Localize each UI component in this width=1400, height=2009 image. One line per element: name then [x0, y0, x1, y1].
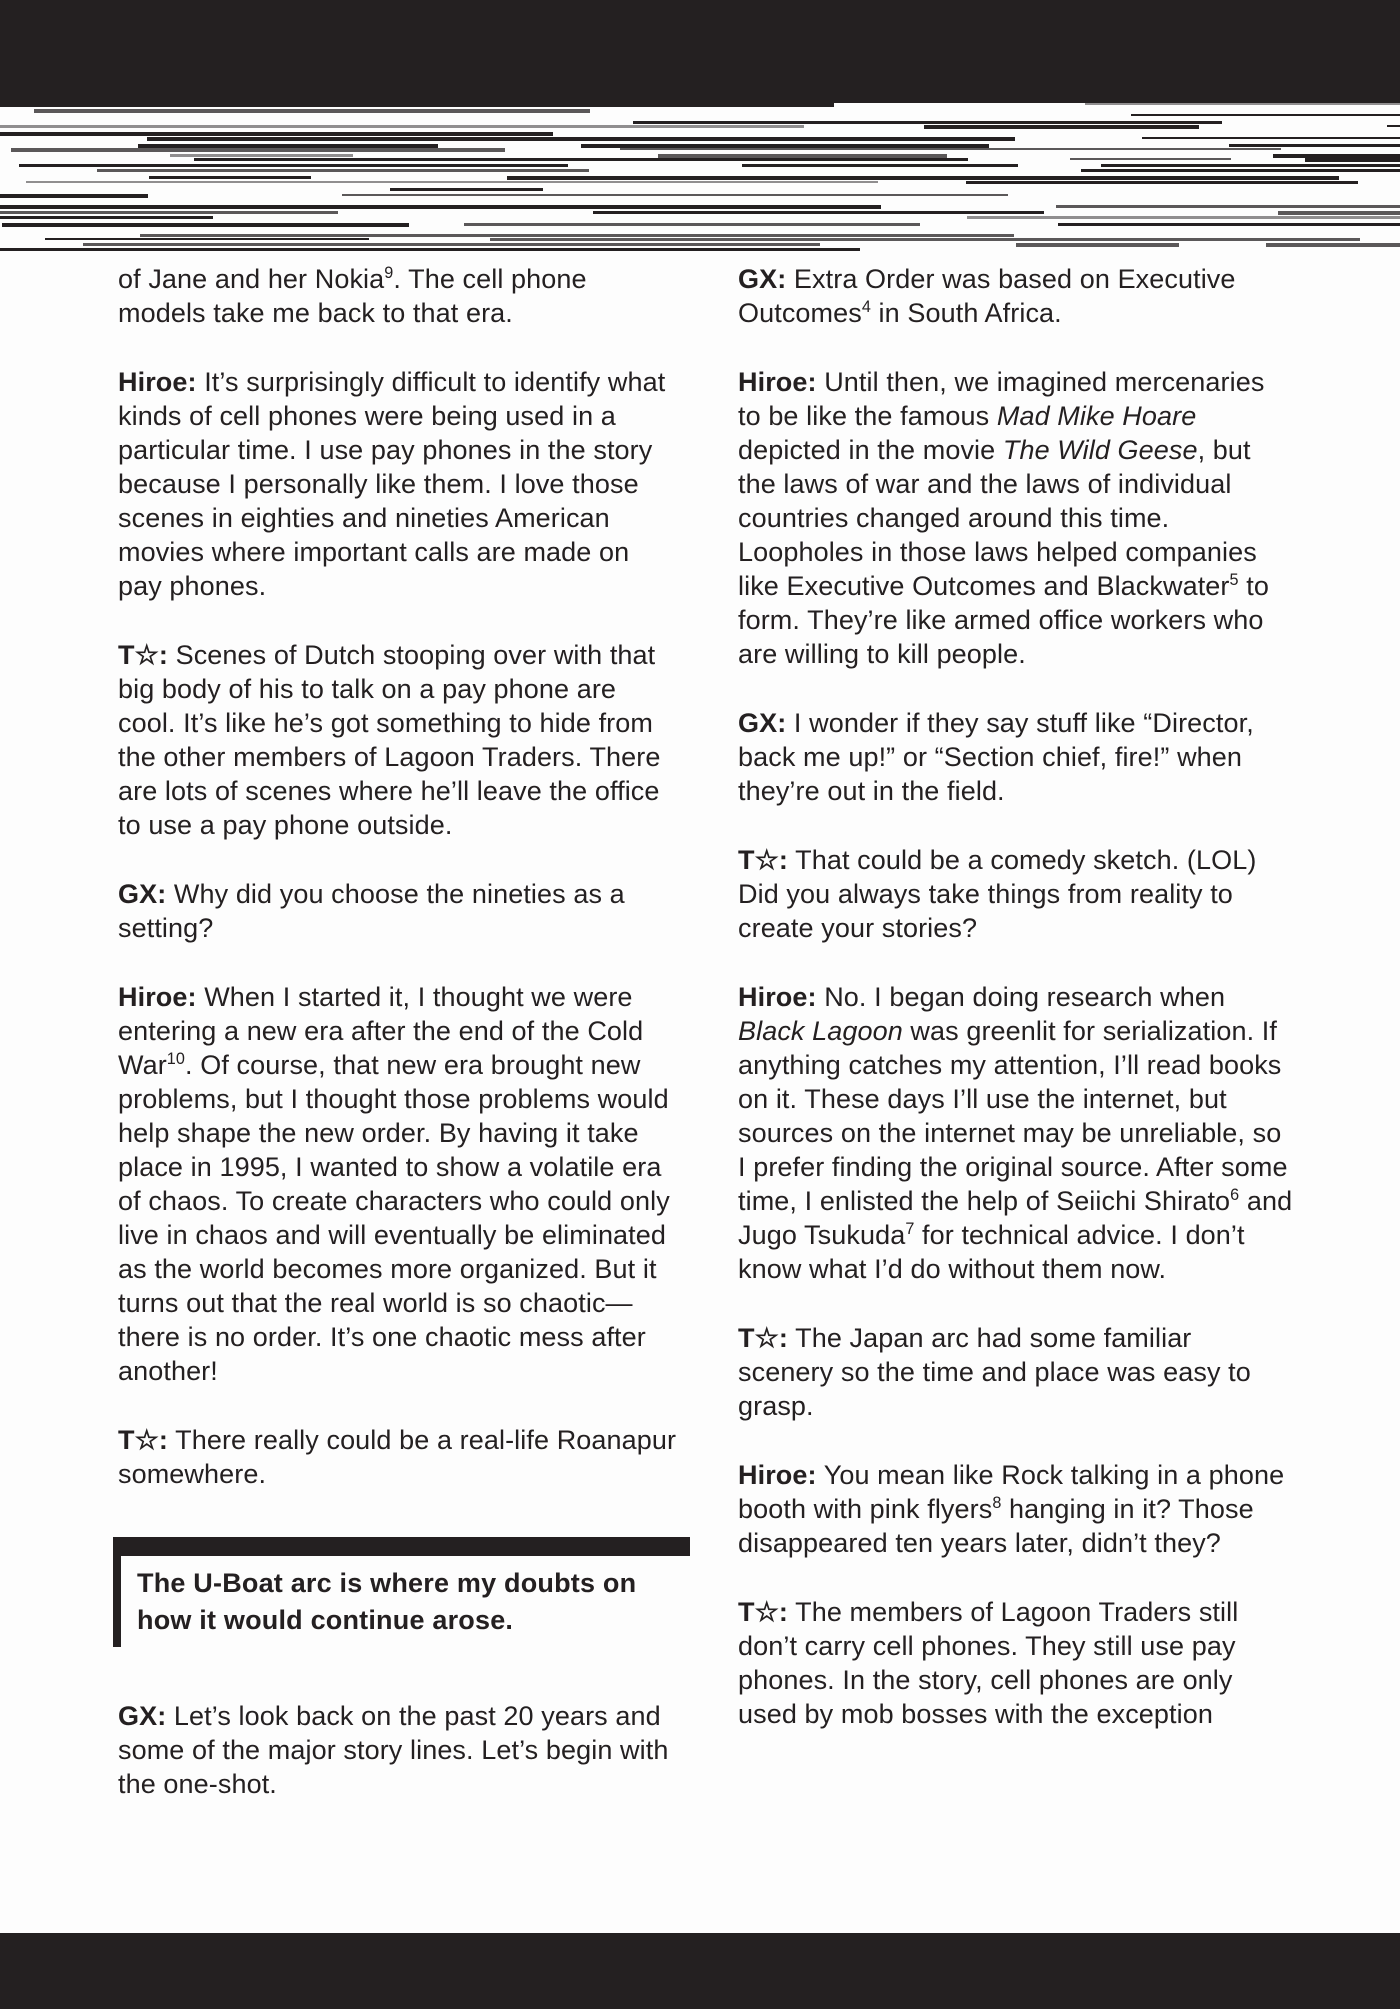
- speaker-label: Hiroe:: [118, 982, 197, 1012]
- static-line: [0, 125, 804, 128]
- static-line: [1070, 158, 1230, 160]
- static-line: [967, 216, 1400, 219]
- static-line: [1229, 144, 1400, 147]
- static-line: [742, 164, 1019, 167]
- paragraph: [738, 1595, 1294, 1731]
- static-line: [2, 223, 410, 227]
- speaker-label: Hiroe:: [118, 367, 197, 397]
- static-line: [45, 238, 368, 240]
- static-line: [490, 238, 1360, 241]
- static-line: [966, 181, 1358, 184]
- top-black-bar: [0, 0, 1400, 103]
- body-text: You mean like Rock talking in a phone booth with pink flyers: [738, 1460, 1285, 1524]
- italic-title: The Wild Geese: [1002, 435, 1198, 465]
- static-line: [1142, 137, 1400, 139]
- static-line: [1273, 154, 1400, 158]
- body-text: Extra Order was based on Executive Outcomes: [738, 264, 1236, 328]
- static-line: [140, 234, 1014, 237]
- body-text: and Jugo Tsukuda: [738, 1186, 1293, 1250]
- speaker-label: Hiroe:: [738, 1460, 817, 1490]
- body-text: Let’s look back on the past 20 years and some of the major story lines. Let’s begin with the one-shot.: [118, 1701, 669, 1799]
- static-line: [1056, 205, 1400, 208]
- pull-quote-top-bar: [113, 1537, 690, 1556]
- paragraph: [738, 1458, 1294, 1560]
- paragraph: [738, 980, 1294, 1286]
- static-line: [149, 176, 310, 179]
- static-line: [633, 121, 1222, 124]
- static-line: [924, 125, 1199, 129]
- speaker-label: GX:: [118, 879, 167, 909]
- body-text: of Jane and her Nokia: [118, 264, 385, 294]
- static-line: [1266, 243, 1400, 247]
- static-line: [507, 176, 1339, 180]
- static-line: [1278, 211, 1400, 215]
- footnote-superscript: 7: [905, 1220, 915, 1238]
- left-column-paragraphs: [118, 262, 678, 1491]
- static-line: [1016, 243, 1180, 247]
- paragraph: [118, 262, 678, 330]
- static-line: [620, 148, 1281, 150]
- static-line: [147, 137, 1014, 141]
- body-text: The members of Lagoon Traders still don’t carry cell phones. They still use pay phones. In the story, cell phones are only used by mob bosses with the exception: [738, 1597, 1239, 1729]
- body-text: in South Africa.: [870, 298, 1062, 328]
- left-column-paragraphs-after-quote: [118, 1699, 678, 1801]
- static-line: [0, 132, 553, 136]
- static-line: [390, 188, 543, 191]
- static-line: [658, 154, 947, 158]
- speaker-label: T☆:: [118, 640, 168, 670]
- speaker-label: GX:: [118, 1701, 167, 1731]
- paragraph: [738, 1321, 1294, 1423]
- static-line: [342, 194, 1008, 196]
- static-line: [19, 164, 568, 167]
- static-line: [0, 216, 213, 219]
- static-line: [1131, 114, 1400, 116]
- static-line: [1058, 223, 1400, 226]
- footnote-superscript: 5: [1229, 571, 1239, 589]
- static-line: [0, 211, 338, 214]
- static-line: [1101, 164, 1400, 167]
- paragraph: [118, 638, 678, 842]
- static-line: [0, 248, 860, 251]
- static-line: [593, 211, 1044, 214]
- speaker-label: Hiroe:: [738, 982, 817, 1012]
- speaker-label: T☆:: [738, 845, 788, 875]
- body-text: The Japan arc had some familiar scenery so the time and place was easy to grasp.: [738, 1323, 1251, 1421]
- static-line: [0, 194, 148, 198]
- body-text: to form. They’re like armed office workers who are willing to kill people.: [738, 571, 1269, 669]
- static-line: [83, 243, 819, 246]
- left-text-column: [118, 262, 678, 1836]
- static-line: [1387, 125, 1400, 127]
- pull-quote-body: [113, 1556, 690, 1647]
- speaker-label: T☆:: [738, 1597, 788, 1627]
- paragraph: [738, 843, 1294, 945]
- static-line: [170, 154, 353, 157]
- body-text: hanging in it? Those disappeared ten years later, didn’t they?: [738, 1494, 1254, 1558]
- static-line: [11, 148, 505, 152]
- right-text-column: [738, 262, 1294, 1766]
- body-text: Until then, we imagined mercenaries to be like the famous: [738, 367, 1265, 431]
- static-line: [0, 205, 881, 209]
- body-text: Scenes of Dutch stooping over with that big body of his to talk on a pay phone are cool. It’s like he’s got something to hide from the other members of Lagoon Traders. There are lots of scenes where he’ll leave the office to use a pay phone outside.: [118, 640, 661, 840]
- static-line: [1081, 169, 1400, 172]
- static-line: [97, 169, 588, 172]
- pull-quote-text: The U-Boat arc is where my doubts on how it would continue arose.: [137, 1568, 637, 1635]
- static-line: [26, 181, 878, 183]
- speaker-label: T☆:: [118, 1425, 168, 1455]
- body-text: depicted in the movie: [738, 435, 1003, 465]
- body-text: It’s surprisingly difficult to identify what kinds of cell phones were being used in a particular time. I use pay phones in the story because I personally like them. I love those scenes in eighties and nineties American movies where important calls are made on pay phones.: [118, 367, 666, 601]
- paragraph: [738, 262, 1294, 330]
- speaker-label: T☆:: [738, 1323, 788, 1353]
- body-text: . Of course, that new era brought new problems, but I thought those problems would help shape the new order. By having it take place in 1995, I wanted to show a volatile era of chaos. To create characters who could only live in chaos and will eventually be eliminated as the world becomes more organized. But it turns out that the real world is so chaotic—there is no order. It’s one chaotic mess after another!: [118, 1050, 670, 1386]
- paragraph: [118, 980, 678, 1388]
- footnote-superscript: 10: [166, 1050, 186, 1068]
- italic-title: Black Lagoon: [738, 1016, 903, 1046]
- paragraph: [118, 877, 678, 945]
- paragraph: [118, 1699, 678, 1801]
- paragraph: [738, 365, 1294, 671]
- speaker-label: Hiroe:: [738, 367, 817, 397]
- pull-quote-box: [113, 1537, 690, 1647]
- footnote-superscript: 9: [384, 264, 394, 282]
- body-text: . The cell phone models take me back to that era.: [118, 264, 587, 328]
- static-line: [34, 109, 590, 113]
- body-text: , but the laws of war and the laws of individual countries changed around this time. Loopholes in those laws helped companies like Executive Outcomes and Blackwater: [738, 435, 1257, 601]
- speaker-label: GX:: [738, 264, 787, 294]
- italic-title: Mad Mike Hoare: [996, 401, 1197, 431]
- static-line: [1085, 103, 1400, 105]
- body-text: There really could be a real-life Roanapur somewhere.: [118, 1425, 677, 1489]
- body-text: When I started it, I thought we were entering a new era after the end of the Cold War: [118, 982, 644, 1080]
- body-text: No. I began doing research when: [816, 982, 1226, 1012]
- footnote-superscript: 4: [861, 298, 871, 316]
- static-lines-decoration: [0, 103, 1400, 251]
- static-line: [464, 223, 920, 226]
- paragraph: [738, 706, 1294, 808]
- static-line: [194, 158, 968, 161]
- body-text: I wonder if they say stuff like “Director, back me up!” or “Section chief, fire!” when they’re out in the field.: [738, 708, 1254, 806]
- footnote-superscript: 6: [1230, 1186, 1240, 1204]
- static-line: [1305, 158, 1400, 162]
- body-text: Why did you choose the nineties as a setting?: [118, 879, 625, 943]
- body-text: was greenlit for serialization. If anything catches my attention, I’ll read books on it. These days I’ll use the internet, but sources on the internet may be unreliable, so I prefer finding the original source. After some time, I enlisted the help of Seiichi Shirato: [738, 1016, 1288, 1216]
- paragraph: [118, 365, 678, 603]
- paragraph: [118, 1423, 678, 1491]
- speaker-label: GX:: [738, 708, 787, 738]
- body-text: for technical advice. I don’t know what I’d do without them now.: [738, 1220, 1245, 1284]
- bottom-black-bar: [0, 1933, 1400, 2009]
- footnote-superscript: 8: [992, 1494, 1002, 1512]
- static-line: [0, 103, 834, 107]
- body-text: That could be a comedy sketch. (LOL) Did you always take things from reality to create your stories?: [738, 845, 1257, 943]
